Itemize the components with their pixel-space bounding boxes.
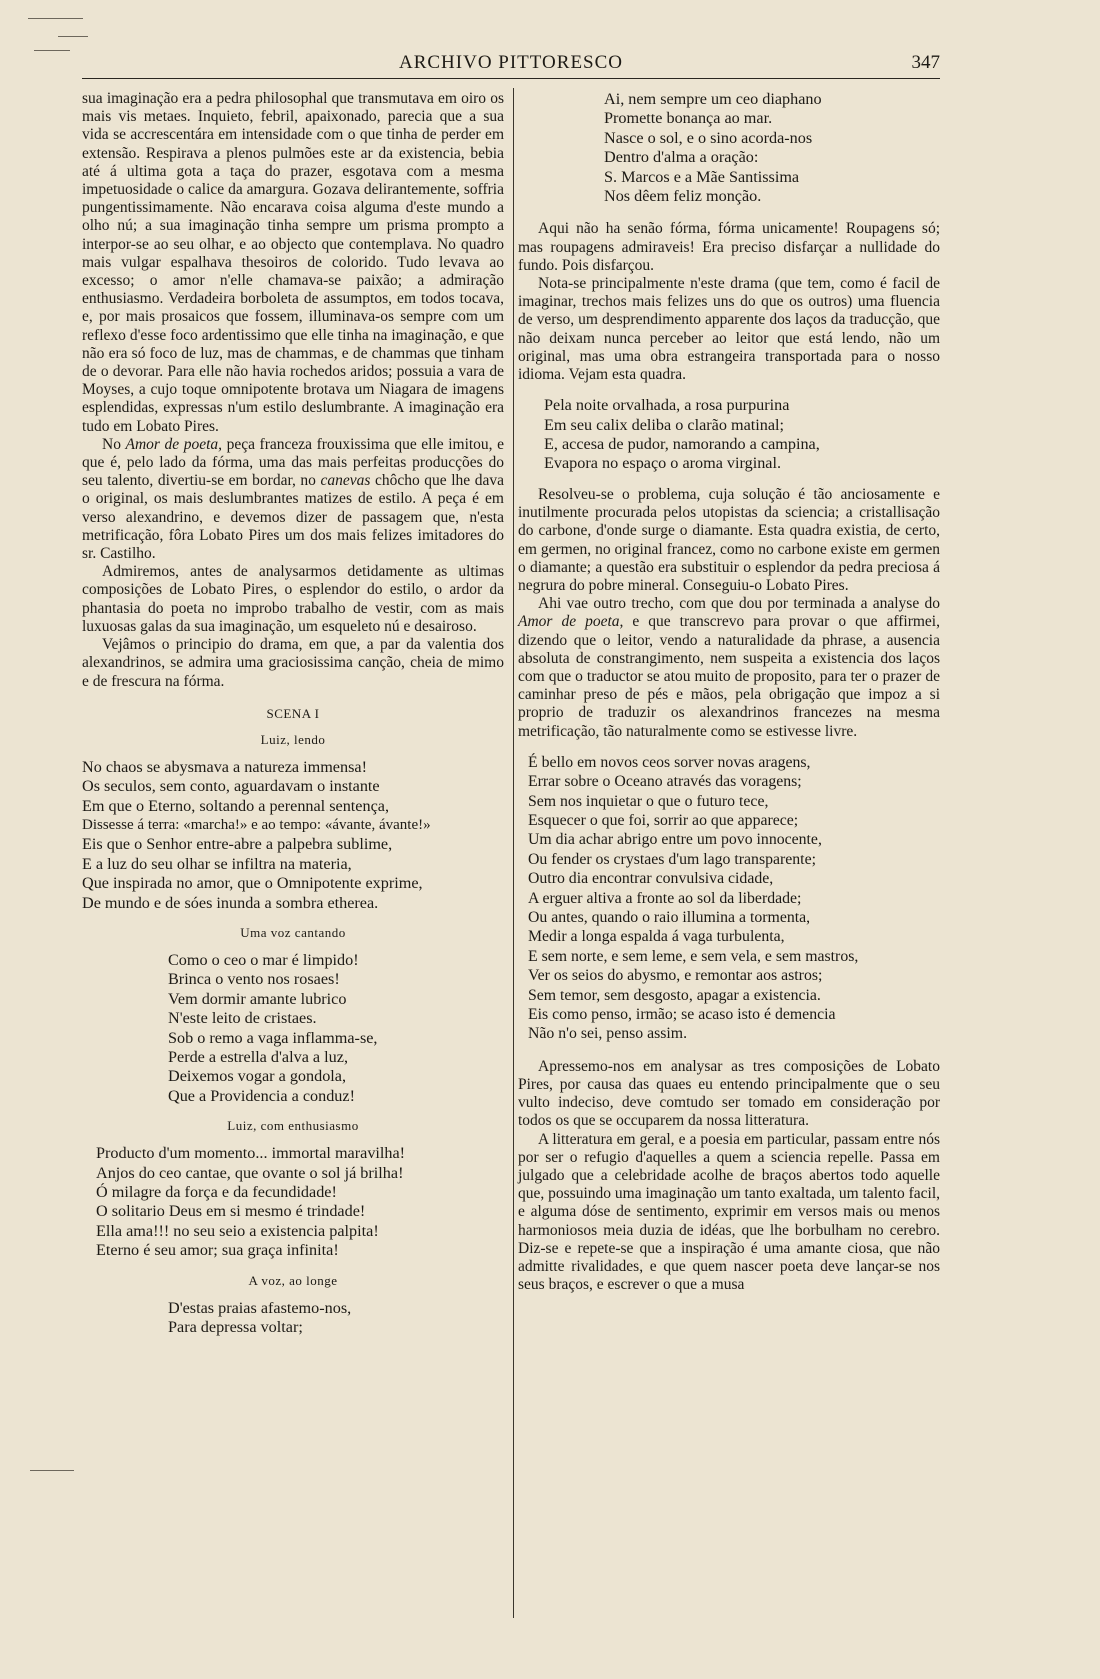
- verse-line: Ou antes, quando o raio illumina a tormenta,: [528, 908, 811, 926]
- verse-line: Eis que o Senhor entre-abre a palpebra sublime,: [82, 835, 393, 854]
- paragraph: sua imaginação era a pedra philosophal que transmutava em oiro os mais vis metaes. Inquieto, febril, apaixonado, parecia que a sua vida se accrescentára em intensidade com o que tinha de perder em extensão. Respirava a plenos pulmões este ar da existencia, bebia até á ultima gota a taça do prazer, esgotava com a mesma impetuosidade o calice da amargura. Gozava delirantemente, soffria pungentissimamente. Não encarava coisa alguma d'este mundo a olho nú; a sua imaginação tinha sempre um prisma prompto a interpor-se ao seu olhar, e ao objecto que contemplava. No quadro mais vulgar espalhava thesoiros de colorido. Tudo levava ao excesso; o amor n'elle chamava-se paixão; a admiração enthusiasmo. Verdadeira borboleta de assumptos, em todos tocava, e, por mais prosaicos que fossem, illuminava-os sempre com um reflexo d'esse foco ardentissimo que elle tinha na imaginação, e que não era só foco de luz, mas de chammas, e de chammas que tinham de o devorar. Para elle não havia rochedos aridos; possuia a vara de Moyses, a cujo toque omnipotente brotava um Niagara de imagens esplendidas, expressas n'um estilo deslumbrante. A imaginação era tudo em Lobato Pires.: [82, 90, 504, 435]
- verse-block: [82, 1299, 504, 1338]
- text-run: e que transcrevo para provar o que affirmei, dizendo que o leitor, vendo a naturalidade da phrase, a ausencia absoluta de constrangimento, nem suspeita a existencia dos laços com que o traductor se atou muito de proposito, para ter o prazer de caminhar preso de pés e mãos, pela obrigação que impoz a si proprio de traduzir os alexandrinos francezes na mesma metrificação, tão naturalmente como se estivesse livre.: [518, 613, 940, 740]
- verse-line: Medir a longa espalda á vaga turbulenta,: [528, 928, 785, 946]
- scene-heading: SCENA I: [266, 705, 320, 721]
- italic-term: canevas: [320, 472, 371, 490]
- right-prose: [518, 220, 940, 384]
- running-header: [82, 52, 940, 79]
- stage-direction: Uma voz cantando: [240, 924, 346, 940]
- verse-line: Brinca o vento nos rosaes!: [168, 970, 340, 989]
- verse-line: De mundo e de sóes inunda a sombra etherea.: [82, 893, 379, 912]
- verse-line: N'este leito de cristaes.: [168, 1009, 317, 1028]
- verse-line: Ó milagre da força e da fecundidade!: [96, 1183, 337, 1202]
- margin-mark: [30, 1470, 74, 1471]
- margin-mark: [58, 36, 88, 37]
- paragraph: A litteratura em geral, e a poesia em particular, passam entre nós por ser o refugio d'aquelles a quem a sciencia repelle. Passa em julgado que a celebridade acolhe de braços abertos todo aquelle que, possuindo uma imaginação um tanto exaltada, um talento facil, e alguma dóse de sentimento, exprimir em versos mais ou menos harmoniosos meia duzia de idéas, que lhe borbulham no cerebro. Diz-se e repete-se que a inspiração é uma amante ciosa, que não admitte rivalidades, e que quem nascer poeta deve lançar-se nos seus braços, e escrever o que a musa: [518, 1130, 940, 1294]
- paragraph: Resolveu-se o problema, cuja solução é tão anciosamente e inutilmente procurada pelos utopistas da sciencia; a cristallisação do carbone, d'onde surge o diamante. Esta quadra existia, de certo, em germen, no original francez, como no carbone existe em germen o diamante; a questão era substituir o esplendor da pedra preciosa á negrura do pobre mineral. Conseguiu-o Lobato Pires.: [518, 485, 940, 594]
- paragraph: Admiremos, antes de analysarmos detidamente as ultimas composições de Lobato Pires, o esplendor do estilo, o ardor da phantasia do poeta no improbo trabalho de vestir, com as mais luxuosas galas da sua imaginação, um esqueleto nú e desairoso.: [82, 563, 504, 635]
- work-title: Amor de poeta,: [125, 435, 223, 453]
- verse-line: D'estas praias afastemo-nos,: [168, 1298, 352, 1317]
- paragraph: Apressemo-nos em analysar as tres composições de Lobato Pires, por causa das quaes eu entendo principalmente que o seu vulto indeciso, deve comtudo ser tomado em consideração por todos os que se occuparem da nossa litteratura.: [518, 1057, 940, 1130]
- verse-block: [518, 90, 940, 206]
- verse-line: Errar sobre o Oceano através das voragens;: [528, 773, 802, 791]
- verse-block: [518, 396, 940, 474]
- right-prose: [518, 1058, 940, 1295]
- verse-line: Eterno é seu amor; sua graça infinita!: [96, 1241, 339, 1260]
- verse-line: No chaos se abysmava a natureza immensa!: [82, 757, 367, 776]
- margin-mark: [28, 18, 83, 19]
- verse-line: Ou fender os crystaes d'um lago transparente;: [528, 850, 816, 868]
- right-prose: [518, 486, 940, 741]
- verse-line: Vem dormir amante lubrico: [168, 989, 347, 1008]
- stage-direction: A voz, ao longe: [248, 1272, 338, 1288]
- verse-line: Deixemos vogar a gondola,: [168, 1067, 347, 1086]
- paragraph: [518, 595, 940, 741]
- verse-line: O solitario Deus em si mesmo é trindade!: [96, 1202, 366, 1221]
- verse-line: Pela noite orvalhada, a rosa purpurina: [544, 396, 790, 415]
- verse-block: [82, 1144, 504, 1260]
- text-run: No: [102, 435, 126, 453]
- stage-direction: Luiz, com enthusiasmo: [227, 1118, 359, 1134]
- verse-line: Os seculos, sem conto, aguardavam o instante: [82, 777, 380, 796]
- right-column: [518, 90, 940, 1294]
- verse-line: Sob o remo a vaga inflamma-se,: [168, 1028, 378, 1047]
- verse-line: Sem temor, sem desgosto, apagar a existencia.: [528, 986, 821, 1004]
- verse-line: Ai, nem sempre um ceo diaphano: [604, 90, 822, 108]
- left-column: [82, 90, 504, 1337]
- verse-line: Para depressa voltar;: [168, 1318, 303, 1337]
- verse-line: A erguer altiva a fronte ao sol da liberdade;: [528, 889, 802, 907]
- paragraph: [82, 436, 504, 563]
- verse-line: Que a Providencia a conduz!: [168, 1086, 355, 1105]
- verse-line: Ella ama!!! no seu seio a existencia palpita!: [96, 1221, 379, 1240]
- verse-line: E sem norte, e sem leme, e sem vela, e sem mastros,: [528, 947, 859, 965]
- verse-line: Eis como penso, irmão; se acaso isto é demencia: [528, 1006, 836, 1024]
- page-number: 347: [911, 52, 940, 73]
- verse-line: E, accesa de pudor, namorando a campina,: [544, 435, 820, 454]
- verse-line: Dentro d'alma a oração:: [604, 148, 759, 167]
- verse-line: Promette bonança ao mar.: [604, 109, 773, 128]
- verse-line: E a luz do seu olhar se infiltra na materia,: [82, 854, 352, 873]
- verse-line: Anjos do ceo cantae, que ovante o sol já brilha!: [96, 1163, 404, 1182]
- verse-line: Ver os seios do abysmo, e remontar aos astros;: [528, 967, 823, 985]
- text-run: Ahi vae outro trecho, com que dou por terminada a analyse do: [538, 595, 940, 613]
- verse-line: Em seu calix deliba o clarão matinal;: [544, 415, 785, 434]
- text-run: chôcho que lhe dava o original, os mais deslumbrantes matizes de estilo. A peça é em verso alexandrino, e devemos dizer de passagem que, n'esta metrificação, fôra Lobato Pires um dos mais felizes imitadores do sr. Castilho.: [82, 472, 504, 563]
- margin-mark: [34, 50, 70, 51]
- text-run: peça franceza frouxissima que elle imitou, e que é, pelo lado da fórma, uma das mais perfeitas producções do seu talento, divertiu-se em bordar, no: [82, 435, 504, 490]
- verse-line: Não n'o sei, penso assim.: [528, 1025, 688, 1043]
- verse-line: S. Marcos e a Mãe Santissima: [604, 167, 800, 186]
- column-divider: [513, 88, 514, 1618]
- verse-block: [82, 951, 504, 1106]
- verse-line: Esquecer o que foi, sorrir ao que apparece;: [528, 811, 799, 829]
- left-prose: [82, 90, 504, 691]
- paragraph: Vejâmos o principio do drama, em que, a par da valentia dos alexandrinos, se admira uma graciosissima canção, cheia de mimo e de frescura na fórma.: [82, 636, 504, 690]
- verse-line: Perde a estrella d'alva a luz,: [168, 1047, 348, 1066]
- verse-line: Producto d'um momento... immortal maravilha!: [96, 1144, 406, 1163]
- verse-line: Evapora no espaço o aroma virginal.: [544, 454, 782, 473]
- paragraph: Aqui não ha senão fórma, fórma unicamente! Roupagens só; mas roupagens admiraveis! Era preciso disfarçar a nullidade do fundo. Pois disfarçou.: [518, 220, 940, 274]
- verse-line: É bello em novos ceos sorver novas aragens,: [528, 753, 811, 771]
- verse-line: Nasce o sol, e o sino acorda-nos: [604, 128, 813, 147]
- stage-direction: Luiz, lendo: [260, 731, 326, 747]
- verse-line: Que inspirada no amor, que o Omnipotente exprime,: [82, 874, 423, 893]
- verse-line: Outro dia encontrar convulsiva cidade,: [528, 870, 774, 888]
- verse-block: [82, 758, 504, 913]
- paragraph: Nota-se principalmente n'este drama (que tem, como é facil de imaginar, trechos mais felizes uns do que os outros) uma fluencia de verso, um desprendimento apparente dos laços da traducção, que não deixam nunca perceber ao leitor que está lendo, não um original, mas uma obra estrangeira transportada para o nosso idioma. Vejam esta quadra.: [518, 275, 940, 384]
- journal-title: ARCHIVO PITTORESCO: [398, 52, 624, 73]
- work-title: Amor de poeta,: [518, 613, 624, 631]
- verse-line: Como o ceo o mar é limpido!: [168, 950, 359, 969]
- verse-line: Sem nos inquietar o que o futuro tece,: [528, 792, 769, 810]
- verse-line: Um dia achar abrigo entre um povo innocente,: [528, 831, 822, 849]
- verse-block: [518, 753, 940, 1044]
- verse-line: Em que o Eterno, soltando a perennal sentença,: [82, 796, 390, 815]
- verse-line: Nos dêem feliz monção.: [604, 187, 762, 206]
- verse-line: Dissesse á terra: «marcha!» e ao tempo: «ávante, ávante!»: [82, 816, 431, 833]
